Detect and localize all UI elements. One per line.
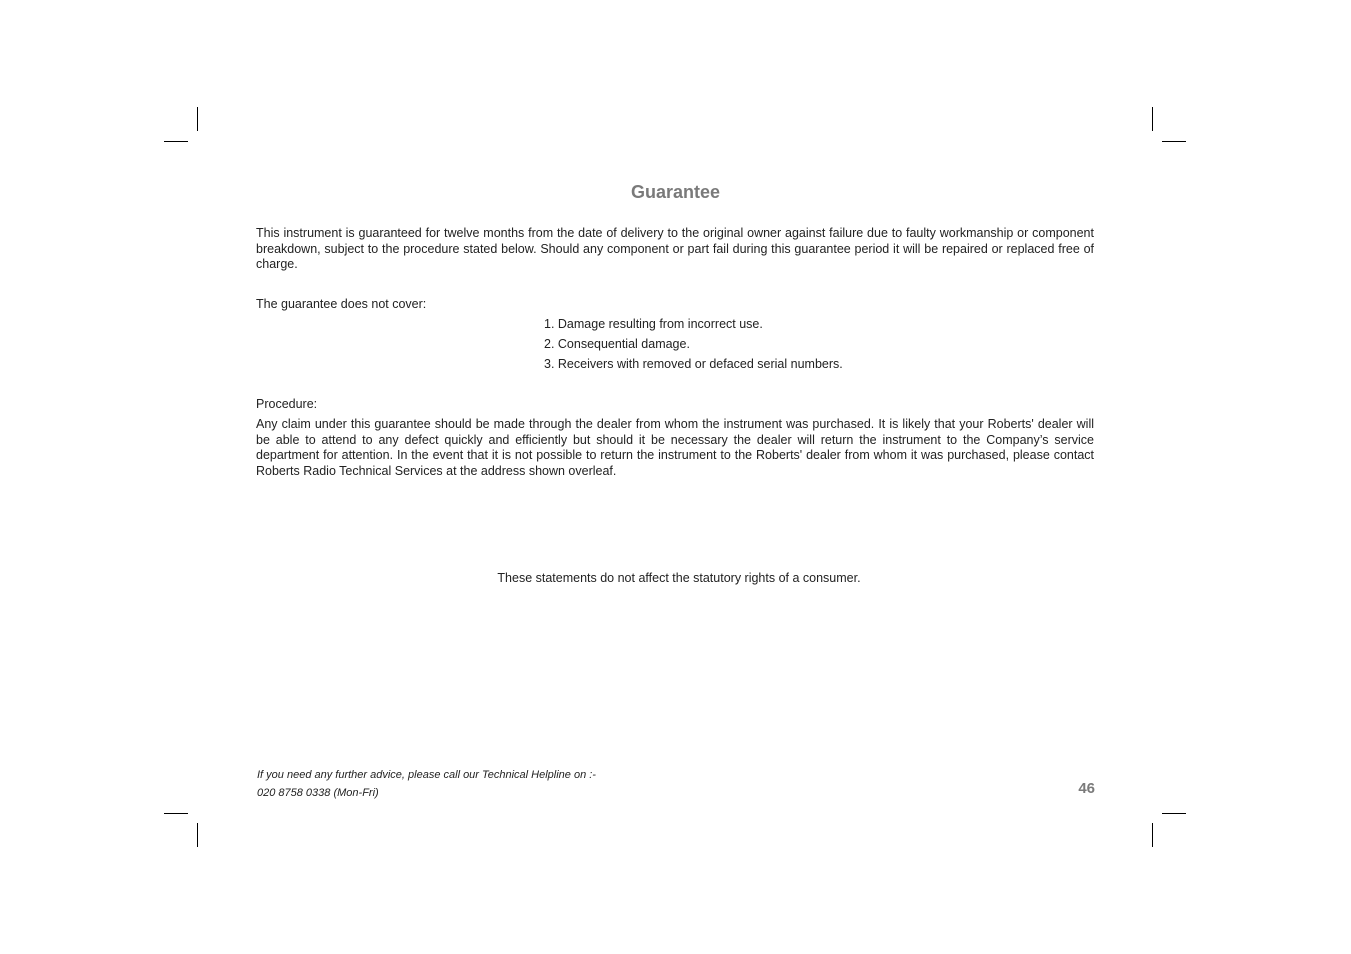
procedure-paragraph: Any claim under this guarantee should be made through the dealer from whom the instrument was purchased. It is likely that your Roberts' dealer will be able to attend to any defect quickly and efficiently but should it be necessary the dealer will return the instrument to the Company’s service department for attention. In the event that it is not possible to return the instrument to the Roberts' dealer from whom it was purchased, please contact Roberts Radio Technical Services at the address shown overleaf. [256, 417, 1094, 478]
crop-mark-bottom-right-horizontal [1162, 813, 1186, 814]
crop-mark-top-right-vertical [1152, 107, 1153, 131]
statutory-statement: These statements do not affect the statutory rights of a consumer. [497, 571, 861, 585]
page-number: 46 [1078, 780, 1095, 797]
exclusion-item: 1. Damage resulting from incorrect use. [544, 317, 763, 331]
exclusions-label: The guarantee does not cover: [256, 297, 427, 311]
guarantee-intro-paragraph: This instrument is guaranteed for twelve months from the date of delivery to the original owner against failure due to faulty workmanship or component breakdown, subject to the procedure stated below. Should any component or part fail during this guarantee period it will be repaired or replaced free of charge. [256, 226, 1094, 272]
helpline-text: If you need any further advice, please call our Technical Helpline on :- [257, 769, 596, 781]
crop-mark-top-right-horizontal [1162, 141, 1186, 142]
page-title: Guarantee [630, 182, 721, 202]
procedure-label: Procedure: [256, 397, 318, 411]
crop-mark-top-left-horizontal [164, 141, 188, 142]
helpline-phone-number: 020 8758 0338 (Mon-Fri) [257, 787, 379, 799]
exclusions-list [544, 317, 843, 377]
exclusion-item: 3. Receivers with removed or defaced serial numbers. [544, 357, 843, 371]
crop-mark-top-left-vertical [197, 107, 198, 131]
exclusion-item: 2. Consequential damage. [544, 337, 690, 351]
crop-mark-bottom-right-vertical [1152, 823, 1153, 847]
crop-mark-bottom-left-horizontal [164, 813, 188, 814]
crop-mark-bottom-left-vertical [197, 823, 198, 847]
